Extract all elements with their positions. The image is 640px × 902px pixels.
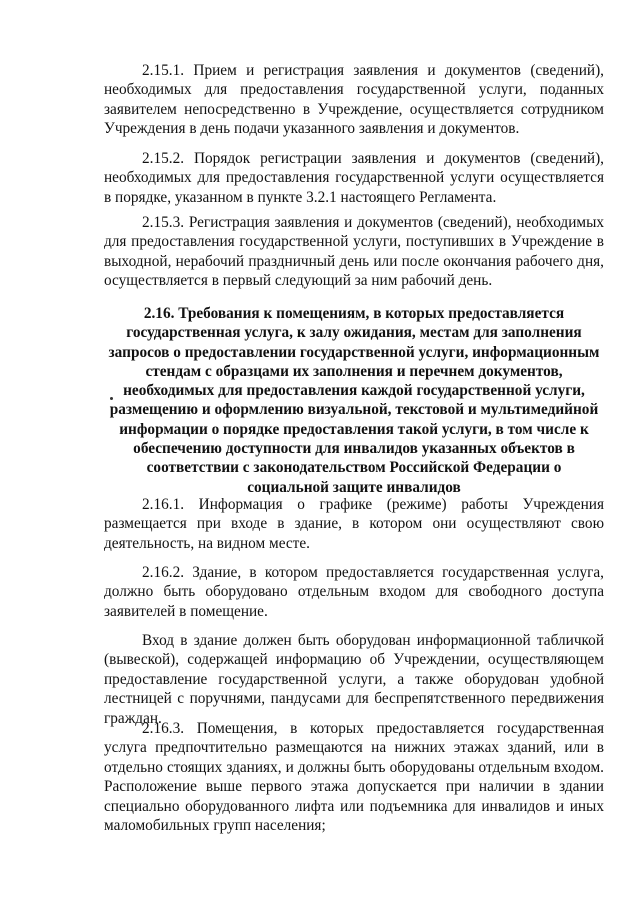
paragraph-text: 2.16.3. Помещения, в которых предоставляется государственная услуга предпочтительно размещаются на нижних этажах зданий, или в отдельно стоящих зданиях, и должны быть оборудованы отдельным входом. Расположение выше первого этажа допускается при наличии в здании специально оборудованного лифта или подъемника для инвалидов и иных маломобильных групп населения;: [104, 720, 604, 835]
paragraph-text: 2.15.2. Порядок регистрации заявления и документов (сведений), необходимых для предоставления государственной услуги осуществляется в порядке, указанном в пункте 3.2.1 настоящего Регламента.: [104, 150, 604, 206]
paragraph-2-16-2: [104, 563, 604, 621]
paragraph-text: 2.16.2. Здание, в котором предоставляется государственная услуга, должно быть оборудовано отдельным входом для свободного доступа заявителей в помещение.: [104, 564, 604, 620]
paragraph-text: 2.15.1. Прием и регистрация заявления и документов (сведений), необходимых для предоставления государственной услуги, поданных заявителем непосредственно в Учреждение, осуществляется сотрудником Учреждения в день подачи указанного заявления и документов.: [104, 62, 604, 138]
section-heading-2-16: 2.16. Требования к помещениям, в которых предоставляется государственная услуга, к залу ожидания, местам для заполнения запросов о предоставлении государственной услуги, информационным стендам с образцами их заполнения и перечнем документов, необходимых для предоставления каждой государственной услуги, размещению и оформлению визуальной, текстовой и мультимедийной информации о порядке предоставления такой услуги, в том числе к обеспечению доступности для инвалидов указанных объектов в соответствии с законодательством Российской Федерации о социальной защите инвалидов: [108, 305, 600, 496]
paragraph-text: 2.16.1. Информация о графике (режиме) работы Учреждения размещается при входе в здание, в котором они осуществляют свою деятельность, на видном месте.: [104, 496, 604, 552]
paragraph-text: 2.15.3. Регистрация заявления и документов (сведений), необходимых для предоставления государственной услуги, поступивших в Учреждение в выходной, нерабочий праздничный день или после окончания рабочего дня, осуществляется в первый следующий за ним рабочий день.: [104, 214, 604, 290]
paragraph-entrance: [104, 631, 604, 728]
paragraph-2-15-3: [104, 213, 604, 291]
paragraph-2-16-3: [104, 719, 604, 835]
paragraph-2-15-2: [104, 149, 604, 207]
paragraph-text: Вход в здание должен быть оборудован информационной табличкой (вывеской), содержащей информацию об Учреждении, осуществляющем предоставление государственной услуги, а также оборудован удобной лестницей с поручнями, пандусами для беспрепятственного передвижения граждан.: [104, 632, 604, 727]
paragraph-2-15-1: [104, 61, 604, 139]
scan-speck: [110, 397, 113, 400]
paragraph-2-16-1: [104, 495, 604, 553]
